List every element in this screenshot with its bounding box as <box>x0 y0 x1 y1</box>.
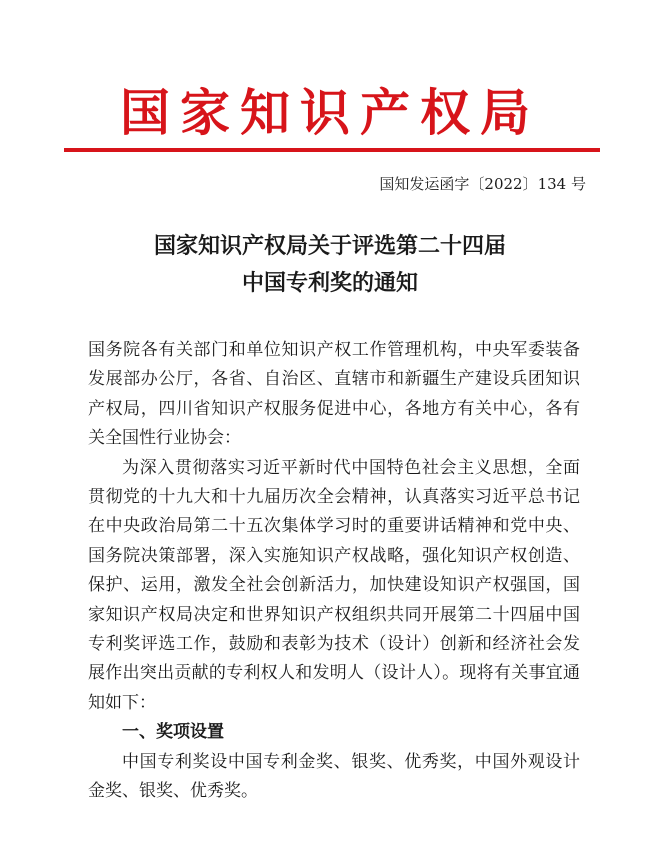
masthead-red-rule <box>64 148 600 152</box>
title-line-2: 中国专利奖的通知 <box>241 270 418 296</box>
document-number: 国知发运函字〔2022〕134 号 <box>379 175 586 193</box>
intro-paragraph: 为深入贯彻落实习近平新时代中国特色社会主义思想，全面贯彻党的十九大和十九届历次全会精神，认真落实习近平总书记在中央政治局第二十五次集体学习时的重要讲话精神和党中央、国务院决策部署，深入实施知识产权战略，强化知识产权创造、保护、运用，激发全社会创新活力，加快建设知识产权强国，国家知识产权局决定和世界知识产权组织共同开展第二十四届中国专利奖评选工作，鼓励和表彰为技术（设计）创新和经济社会发展作出突出贡献的专利权人和发明人（设计人）。现将有关事宜通知如下： <box>88 457 580 713</box>
masthead-org-name: 国家知识产权局 <box>120 83 540 142</box>
section-1-paragraph: 中国专利奖设中国专利金奖、银奖、优秀奖，中国外观设计金奖、银奖、优秀奖。 <box>88 751 580 802</box>
section-1-heading: 一、奖项设置 <box>122 722 224 743</box>
addressees-paragraph: 国务院各有关部门和单位知识产权工作管理机构，中央军委装备发展部办公厅，各省、自治区、直辖市和新疆生产建设兵团知识产权局，四川省知识产权服务促进中心，各地方有关中心，各有关全国性行业协会： <box>88 340 580 449</box>
document-title <box>0 228 660 302</box>
document-body <box>88 336 580 807</box>
title-line-1: 国家知识产权局关于评选第二十四届 <box>153 233 506 259</box>
